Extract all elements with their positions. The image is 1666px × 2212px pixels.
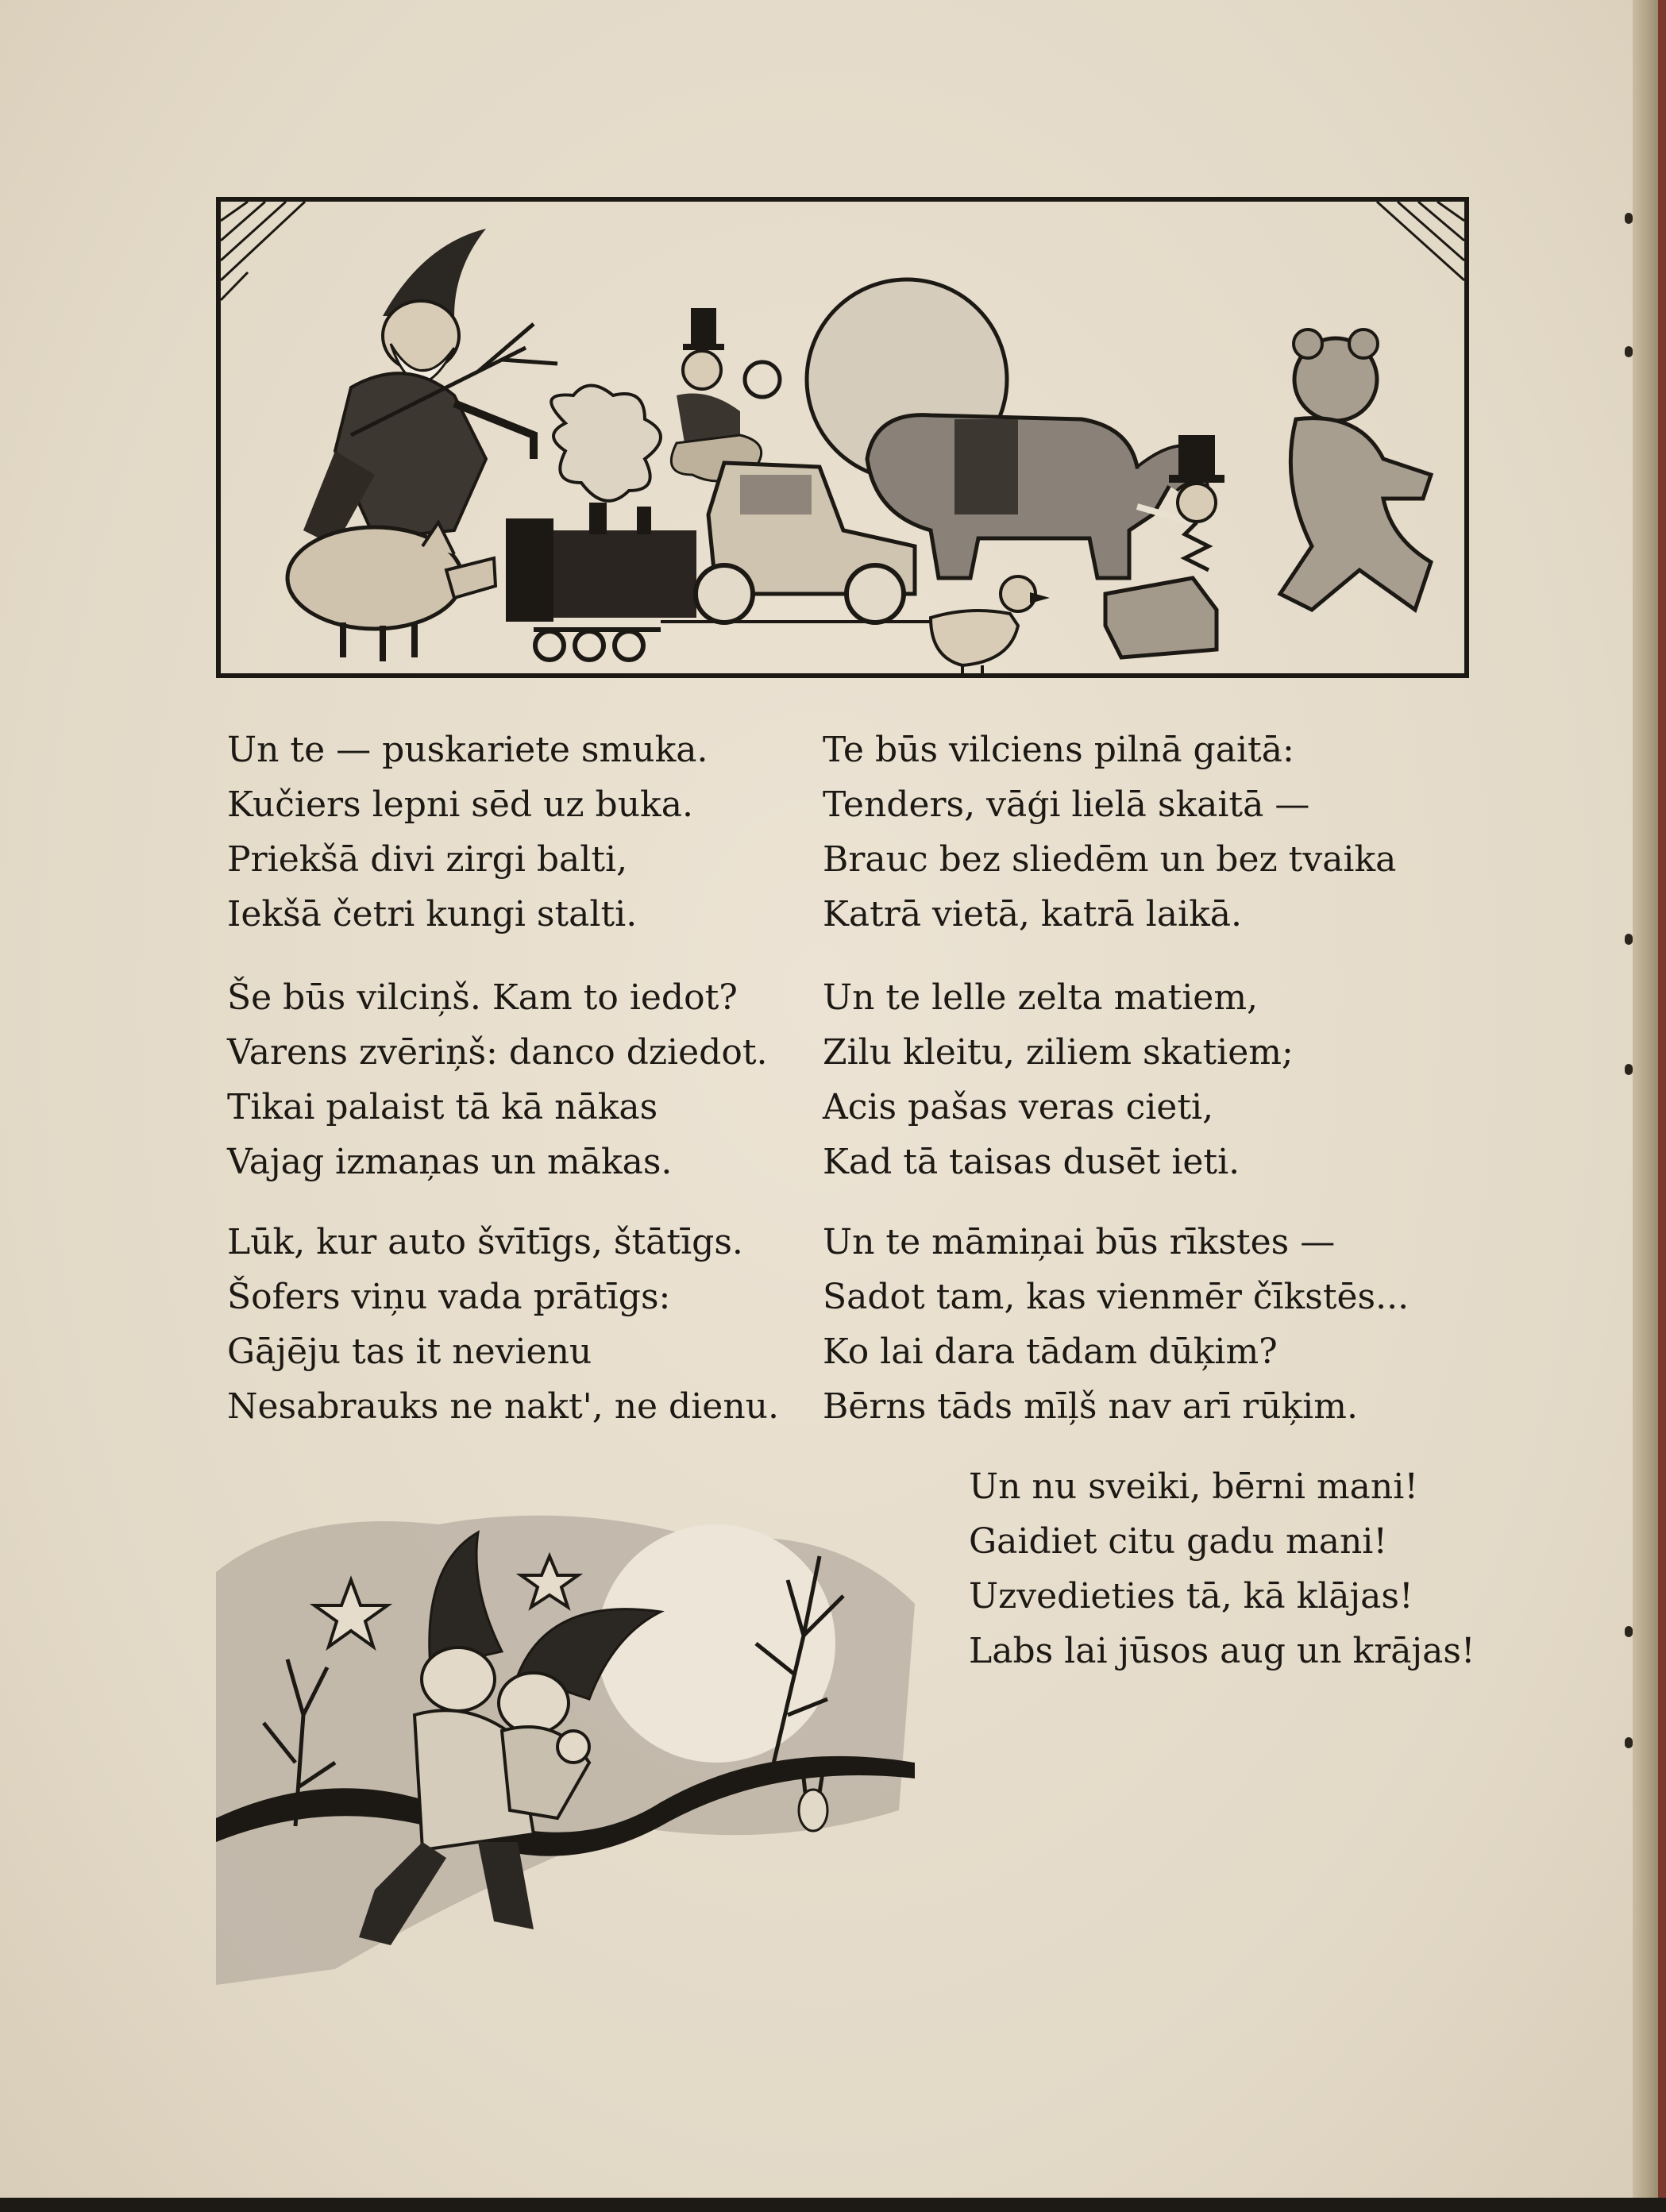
locomotive-icon — [506, 386, 696, 661]
verse-line: Še būs vilciņš. Kam to iedot? — [227, 977, 738, 1018]
verse-line: Un te māmiņai būs rīkstes — — [823, 1222, 1336, 1262]
closing-stanza — [969, 1459, 1475, 1678]
binding-hole — [1625, 1626, 1633, 1637]
verse-line: Kad tā taisas dusēt ieti. — [823, 1142, 1240, 1182]
verse-line: Kučiers lepni sēd uz buka. — [227, 784, 693, 825]
left-stanza-2 — [227, 970, 768, 1189]
left-stanza-3 — [227, 1215, 779, 1434]
verse-line: Uzvedieties tā, kā klājas! — [969, 1576, 1413, 1617]
verse-line: Varens zvēriņš: danco dziedot. — [227, 1032, 768, 1073]
toys-illustration — [216, 197, 1469, 678]
verse-line: Zilu kleitu, ziliem skatiem; — [823, 1032, 1294, 1073]
gnome-icon — [303, 229, 557, 546]
verse-line: Tikai palaist tā kā nākas — [227, 1087, 658, 1127]
verse-line: Un nu sveiki, bērni mani! — [969, 1466, 1419, 1507]
verse-line: Lūk, kur auto švītīgs, štātīgs. — [227, 1222, 743, 1262]
spine-strip — [1658, 0, 1666, 2212]
verse-line: Acis pašas veras cieti, — [823, 1087, 1214, 1127]
verse-line: Ko lai dara tādam dūķim? — [823, 1331, 1278, 1372]
teddy-bear-icon — [1280, 329, 1431, 610]
verse-line: Brauc bez sliedēm un bez tvaika — [823, 839, 1397, 880]
verse-line: Tenders, vāģi lielā skaitā — — [823, 784, 1310, 825]
verse-line: Katrā vietā, katrā laikā. — [823, 894, 1242, 935]
right-stanza-3 — [823, 1215, 1409, 1434]
verse-line: Šofers viņu vada prātīgs: — [227, 1277, 671, 1317]
verse-line: Un te — puskariete smuka. — [227, 730, 708, 770]
verse-line: Nesabrauks ne nakt', ne dienu. — [227, 1386, 779, 1427]
verse-line: Vajag izmaņas un mākas. — [227, 1142, 673, 1182]
binding-hole — [1625, 1737, 1633, 1748]
binding-hole — [1625, 346, 1633, 357]
binding-hole — [1625, 934, 1633, 945]
moon-icon — [597, 1524, 835, 1763]
verse-line: Gaidiet citu gadu mani! — [969, 1521, 1388, 1562]
dancing-gnomes-illustration — [216, 1477, 931, 1985]
verse-line: Priekšā divi zirgi balti, — [227, 839, 628, 880]
verse-line: Labs lai jūsos aug un krājas! — [969, 1631, 1475, 1671]
page-bottom-edge — [0, 2198, 1666, 2212]
verse-line: Gājēju tas it nevienu — [227, 1331, 592, 1372]
verse-line: Bērns tāds mīļš nav arī rūķim. — [823, 1386, 1358, 1427]
verse-line: Sadot tam, kas vienmēr čīkstēs... — [823, 1277, 1410, 1317]
verse-line: Un te lelle zelta matiem, — [823, 977, 1259, 1018]
verse-line: Te būs vilciens pilnā gaitā: — [823, 730, 1294, 770]
binding-hole — [1625, 1064, 1633, 1075]
doll-icon — [671, 308, 780, 481]
pig-icon — [287, 522, 496, 661]
verse-line: Iekšā četri kungi stalti. — [227, 894, 638, 935]
right-stanza-2 — [823, 970, 1294, 1189]
elephant-icon — [807, 279, 1209, 578]
right-stanza-1 — [823, 723, 1396, 942]
left-stanza-1 — [227, 723, 708, 942]
duck-icon — [931, 576, 1050, 675]
binding-hole — [1625, 213, 1633, 224]
